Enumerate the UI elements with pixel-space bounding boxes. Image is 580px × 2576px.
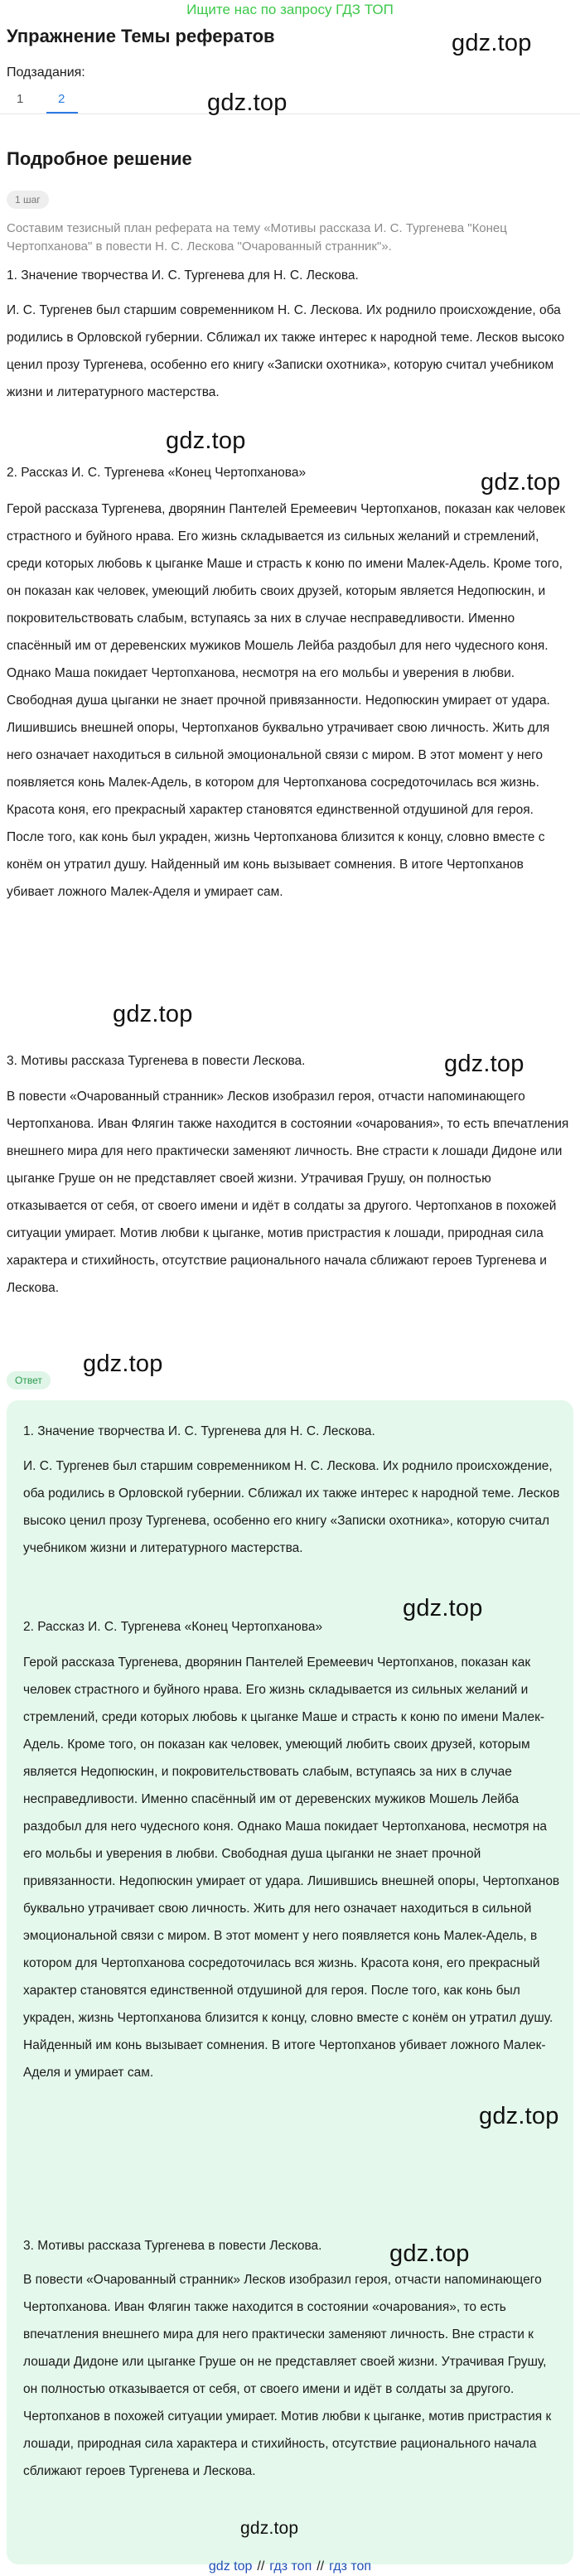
footer-link[interactable]: гдз топ bbox=[329, 2559, 372, 2574]
watermark: gdz.top bbox=[444, 1051, 524, 1077]
answer-point-1-heading: 1. Значение творчества И. С. Тургенева для Н. С. Лескова. bbox=[23, 1424, 375, 1438]
watermark: gdz.top bbox=[113, 1001, 193, 1027]
watermark: gdz.top bbox=[240, 2519, 299, 2538]
watermark: gdz.top bbox=[166, 428, 246, 454]
watermark: gdz.top bbox=[389, 2240, 470, 2267]
solution-point-1-heading: 1. Значение творчества И. С. Тургенева для Н. С. Лескова. bbox=[7, 268, 359, 283]
solution-intro: Составим тезисный план реферата на тему «Мотивы рассказа И. С. Тургенева "Конец Чертопханова" в повести Н. С. Лескова "Очарованный странник"». bbox=[7, 221, 507, 254]
solution-title: Подробное решение bbox=[7, 148, 192, 169]
subtasks-label: Подзадания: bbox=[7, 65, 85, 80]
page-title: Упражнение Темы рефератов bbox=[7, 26, 275, 46]
solution-point-2-text: Герой рассказа Тургенева, дворянин Пантелей Еремеевич Чертопханов, показан как человек страстного и буйного нрава. Его жизнь складывается из сильных желаний и стремлений, среди которых любовь к цыганке Маше и страсть к коню по имени Малек-Адель. Кроме того, он показан как человек, умеющий любить своих друзей, которым является Недопюскин, и покровительствовать слабым, вступаясь за них в случае несправедливости. Именно спасённый им от деревенских мужиков Мошель Лейба раздобыл для него чудесного коня. Однако Маша покидает Чертопханова, несмотря на его мольбы и уверения в любви. Свободная душа цыганки не знает прочной привязанности. Недопюскин умирает от удара. Лишившись внешней опоры, Чертопханов буквально утрачивает свою личность. Жить для него означает находиться в сильной эмоциональной связи с миром. В этот момент у него появляется конь Малек-Адель, в котором для Чертопханова сосредоточилась вся жизнь. Красота коня, его прекрасный характер становятся единственной отдушиной для героя. После того, как конь был украден, жизнь Чертопханова близится к концу, словно вместе с конём он утратил душу. Найденный им конь вызывает сомнения. В итоге Чертопханов убивает ложного Малек-Аделя и умирает сам. bbox=[7, 502, 565, 899]
solution-point-2-heading: 2. Рассказ И. С. Тургенева «Конец Чертопханова» bbox=[7, 466, 307, 480]
watermark: gdz.top bbox=[452, 30, 532, 56]
solution-point-3-text: В повести «Очарованный странник» Лесков изобразил героя, отчасти напоминающего Чертопханова. Иван Флягин также находится в состоянии «очарования», то есть впечатления внешнего мира для него практически заменяют личность. Вне страсти к лошади Дидоне или цыганке Груше он не представляет своей жизни. Утрачивая Грушу, он полностью отказывается от себя, от своего имени и идёт в солдаты за другого. Чертопханов в похожей ситуации умирает. Мотив любви к цыганке, мотив пристрастия к лошади, природная сила характера и стихийность, отсутствие рационального начала сближают героев Тургенева и Лескова. bbox=[7, 1090, 569, 1295]
subtask-tab-1[interactable]: 1 bbox=[17, 92, 24, 106]
footer-separator: // bbox=[317, 2559, 325, 2574]
solution-point-1-text: И. С. Тургенев был старшим современником Н. С. Лескова. Их роднило происхождение, оба родились в Орловской губернии. Сближал их также интерес к народной теме. Лесков высоко ценил прозу Тургенева, особенно его книгу «Записки охотника», которую считал учебником жизни и литературного мастерства. bbox=[7, 303, 565, 399]
step-badge: 1 шаг bbox=[7, 191, 49, 209]
footer-links bbox=[0, 2559, 580, 2575]
watermark: gdz.top bbox=[479, 2103, 559, 2129]
search-hint-link[interactable]: Ищите нас по запросу ГДЗ ТОП bbox=[186, 2, 394, 17]
footer-link[interactable]: гдз топ bbox=[269, 2559, 312, 2574]
watermark: gdz.top bbox=[207, 89, 288, 116]
answer-point-2-heading: 2. Рассказ И. С. Тургенева «Конец Чертопханова» bbox=[23, 1620, 323, 1634]
answer-point-2-text: Герой рассказа Тургенева, дворянин Пантелей Еремеевич Чертопханов, показан как человек страстного и буйного нрава. Его жизнь складывается из сильных желаний и стремлений, среди которых любовь к цыганке Маше и страсть к коню по имени Малек-Адель. Кроме того, он показан как человек, умеющий любить своих друзей, которым является Недопюскин, и покровительствовать слабым, вступаясь за них в случае несправедливости. Именно спасённый им от деревенских мужиков Мошель Лейба раздобыл для него чудесного коня. Однако Маша покидает Чертопханова, несмотря на его мольбы и уверения в любви. Свободная душа цыганки не знает прочной привязанности. Недопюскин умирает от удара. Лишившись внешней опоры, Чертопханов буквально утрачивает свою личность. Жить для него означает находиться в сильной эмоциональной связи с миром. В этот момент у него появляется конь Малек-Адель, в котором для Чертопханова сосредоточилась вся жизнь. Красота коня, его прекрасный характер становятся единственной отдушиной для героя. После того, как конь был украден, жизнь Чертопханова близится к концу, словно вместе с конём он утратил душу. Найденный им конь вызывает сомнения. В итоге Чертопханов убивает ложного Малек-Аделя и умирает сам. bbox=[23, 1655, 560, 2080]
answer-badge: Ответ bbox=[7, 1371, 51, 1389]
subtask-tab-2[interactable]: 2 bbox=[58, 92, 65, 106]
answer-point-1-text: И. С. Тургенев был старшим современником Н. С. Лескова. Их роднило происхождение, оба родились в Орловской губернии. Сближал их также интерес к народной теме. Лесков высоко ценил прозу Тургенева, особенно его книгу «Записки охотника», которую считал учебником жизни и литературного мастерства. bbox=[23, 1459, 560, 1555]
answer-point-3-text: В повести «Очарованный странник» Лесков изобразил героя, отчасти напоминающего Чертопханова. Иван Флягин также находится в состоянии «очарования», то есть впечатления внешнего мира для него практически заменяют личность. Вне страсти к лошади Дидоне или цыганке Груше он не представляет своей жизни. Утрачивая Грушу, он полностью отказывается от себя, от своего имени и идёт в солдаты за другого. Чертопханов в похожей ситуации умирает. Мотив любви к цыганке, мотив пристрастия к лошади, природная сила характера и стихийность, отсутствие рационального начала сближают героев Тургенева и Лескова. bbox=[23, 2273, 552, 2478]
footer-separator: // bbox=[257, 2559, 265, 2574]
watermark: gdz.top bbox=[481, 469, 561, 495]
watermark: gdz.top bbox=[403, 1595, 483, 1621]
answer-point-3-heading: 3. Мотивы рассказа Тургенева в повести Лескова. bbox=[23, 2239, 322, 2253]
solution-point-3-heading: 3. Мотивы рассказа Тургенева в повести Лескова. bbox=[7, 1054, 306, 1068]
footer-link[interactable]: gdz top bbox=[208, 2559, 253, 2574]
watermark: gdz.top bbox=[83, 1351, 163, 1377]
